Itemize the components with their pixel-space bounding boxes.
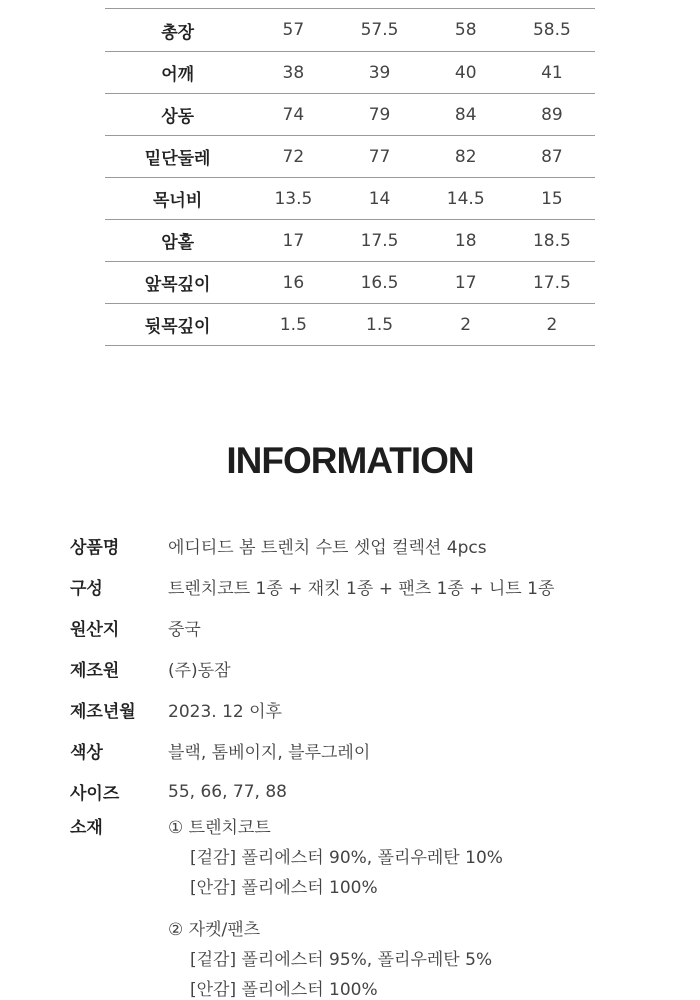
size-value: 18 [423, 220, 509, 262]
size-value: 77 [336, 136, 422, 178]
size-value: 1.5 [250, 304, 336, 346]
info-key: 원산지 [70, 620, 120, 640]
size-value: 17 [250, 220, 336, 262]
info-key: 제조원 [70, 661, 120, 681]
size-value: 13.5 [250, 178, 336, 220]
material-inner: [안감] 폴리에스터 100% [190, 878, 378, 898]
info-key: 소재 [70, 818, 103, 838]
row-label: 상동 [105, 94, 250, 136]
size-value: 82 [423, 136, 509, 178]
info-row-origin [70, 607, 670, 648]
table-row [105, 178, 595, 220]
size-value: 58.5 [509, 9, 595, 52]
row-label: 암홀 [105, 220, 250, 262]
size-value: 87 [509, 136, 595, 178]
size-value: 2 [509, 304, 595, 346]
material-outer: [겉감] 폴리에스터 95%, 폴리우레탄 5% [190, 950, 493, 970]
info-row-color [70, 730, 670, 771]
size-value: 41 [509, 52, 595, 94]
size-value: 2 [423, 304, 509, 346]
row-label: 목너비 [105, 178, 250, 220]
size-value: 17.5 [336, 220, 422, 262]
row-label: 앞목깊이 [105, 262, 250, 304]
info-value: 중국 [168, 620, 201, 640]
info-value: 55, 66, 77, 88 [168, 781, 287, 802]
size-value: 58 [423, 9, 509, 52]
size-value: 16.5 [336, 262, 422, 304]
table-row [105, 304, 595, 346]
material-inner: [안감] 폴리에스터 100% [190, 980, 378, 1000]
information-heading: INFORMATION [226, 440, 474, 481]
table-row [105, 9, 595, 52]
size-value: 14.5 [423, 178, 509, 220]
info-key: 상품명 [70, 538, 120, 558]
info-key: 제조년월 [70, 702, 136, 722]
table-row [105, 136, 595, 178]
size-value: 57 [250, 9, 336, 52]
size-value: 17.5 [509, 262, 595, 304]
info-key: 색상 [70, 743, 103, 763]
info-key: 사이즈 [70, 784, 120, 804]
size-value: 57.5 [336, 9, 422, 52]
info-value: 트렌치코트 1종 + 재킷 1종 + 팬츠 1종 + 니트 1종 [168, 579, 555, 599]
information-list [70, 525, 670, 812]
info-value: 에디티드 봄 트렌치 수트 셋업 컬렉션 4pcs [168, 538, 487, 558]
size-value: 40 [423, 52, 509, 94]
size-value: 72 [250, 136, 336, 178]
size-value: 1.5 [336, 304, 422, 346]
table-row [105, 262, 595, 304]
material-item-title: ① 트렌치코트 [168, 818, 271, 838]
size-value: 15 [509, 178, 595, 220]
info-value: 블랙, 톰베이지, 블루그레이 [168, 743, 371, 763]
row-label: 뒷목깊이 [105, 304, 250, 346]
size-value: 39 [336, 52, 422, 94]
size-value: 14 [336, 178, 422, 220]
info-value: 2023. 12 이후 [168, 702, 282, 722]
info-row-manufacturer [70, 648, 670, 689]
size-value: 74 [250, 94, 336, 136]
table-row [105, 94, 595, 136]
info-key: 구성 [70, 579, 103, 599]
table-row [105, 220, 595, 262]
info-row-manufacture-date [70, 689, 670, 730]
row-label: 어깨 [105, 52, 250, 94]
size-value: 18.5 [509, 220, 595, 262]
material-outer: [겉감] 폴리에스터 90%, 폴리우레탄 10% [190, 848, 503, 868]
info-row-product-name [70, 525, 670, 566]
size-value: 84 [423, 94, 509, 136]
info-row-composition [70, 566, 670, 607]
size-value: 79 [336, 94, 422, 136]
size-table [105, 8, 595, 346]
row-label: 총장 [105, 9, 250, 52]
size-value: 38 [250, 52, 336, 94]
info-row-size [70, 771, 670, 812]
size-value: 17 [423, 262, 509, 304]
table-row [105, 52, 595, 94]
size-value: 16 [250, 262, 336, 304]
material-item-title: ② 자켓/팬츠 [168, 920, 261, 940]
row-label: 밑단둘레 [105, 136, 250, 178]
size-value: 89 [509, 94, 595, 136]
info-value: (주)동잠 [168, 661, 231, 681]
